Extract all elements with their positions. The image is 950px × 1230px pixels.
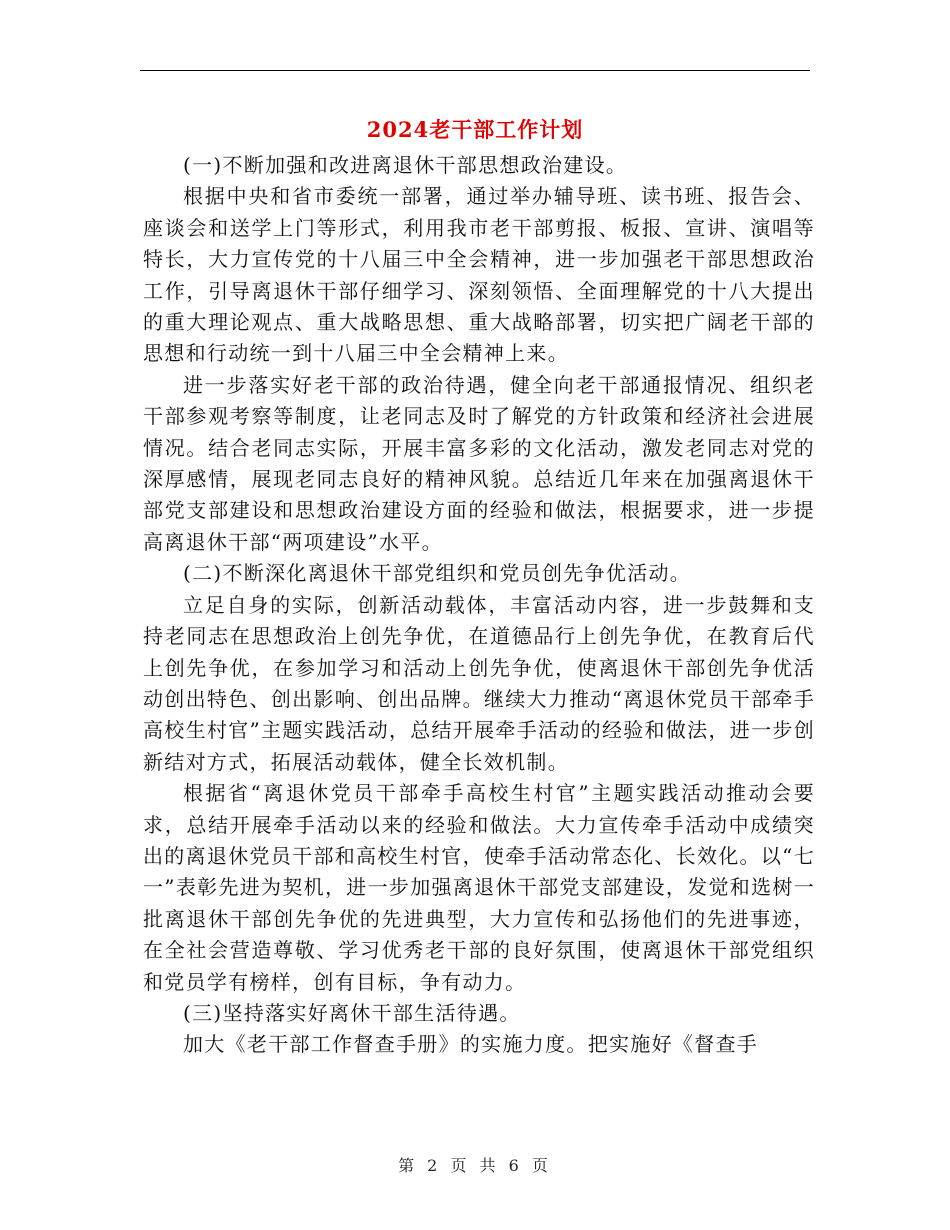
paragraph-4: (二)不断深化离退休干部党组织和党员创先争优活动。 [183, 561, 692, 586]
paragraph-5: 立足自身的实际，创新活动载体，丰富活动内容，进一步鼓舞和支持老同志在思想政治上创先争优，在道德品行上创先争优，在教育后代上创先争优，在参加学习和活动上创先争优，使离退休干部创先争优活动创出特色、创出影响、创出品牌。继续大力推动“离退休党员干部牵手高校生村官”主题实践活动，总结开展牵手活动的经验和做法，进一步创新结对方式，拓展活动载体，健全长效机制。 [143, 592, 815, 774]
paragraph-2: 根据中央和省市委统一部署，通过举办辅导班、读书班、报告会、座谈会和送学上门等形式，利用我市老干部剪报、板报、宣讲、演唱等特长，大力宣传党的十八届三中全会精神，进一步加强老干部思想政治工作，引导离退休干部仔细学习、深刻领悟、全面理解党的十八大提出的重大理论观点、重大战略思想、重大战略部署，切实把广阔老干部的思想和行动统一到十八届三中全会精神上来。 [143, 184, 815, 366]
document-body [143, 150, 815, 1061]
paragraph-1: (一)不断加强和改进离退休干部思想政治建设。 [183, 153, 628, 177]
document-title: 2024老干部工作计划 [366, 117, 584, 142]
paragraph-8: 加大《老干部工作督查手册》的实施力度。把实施好《督查手 [183, 1032, 759, 1057]
header-rule [140, 70, 810, 71]
paragraph-7: (三)坚持落实好离休干部生活待遇。 [183, 1000, 521, 1025]
paragraph-6: 根据省“离退休党员干部牵手高校生村官”主题实践活动推动会要求，总结开展牵手活动以来的经验和做法。大力宣传牵手活动中成绩突出的离退休党员干部和高校生村官，使牵手活动常态化、长效化。以“七一”表彰先进为契机，进一步加强离退休干部党支部建设，发觉和选树一批离退休干部创先争优的先进典型，大力宣传和弘扬他们的先进事迹，在全社会营造尊敬、学习优秀老干部的良好氛围，使离退休干部党组织和党员学有榜样，创有目标，争有动力。 [143, 781, 815, 994]
paragraph-3: 进一步落实好老干部的政治待遇，健全向老干部通报情况、组织老干部参观考察等制度，让老同志及时了解党的方针政策和经济社会进展情况。结合老同志实际，开展丰富多彩的文化活动，激发老同志对党的深厚感情，展现老同志良好的精神风貌。总结近几年来在加强离退休干部党支部建设和思想政治建设方面的经验和做法，根据要求，进一步提高离退休干部“两项建设”水平。 [143, 372, 815, 554]
page-footer: 第 2 页 共 6 页 [398, 1156, 552, 1175]
